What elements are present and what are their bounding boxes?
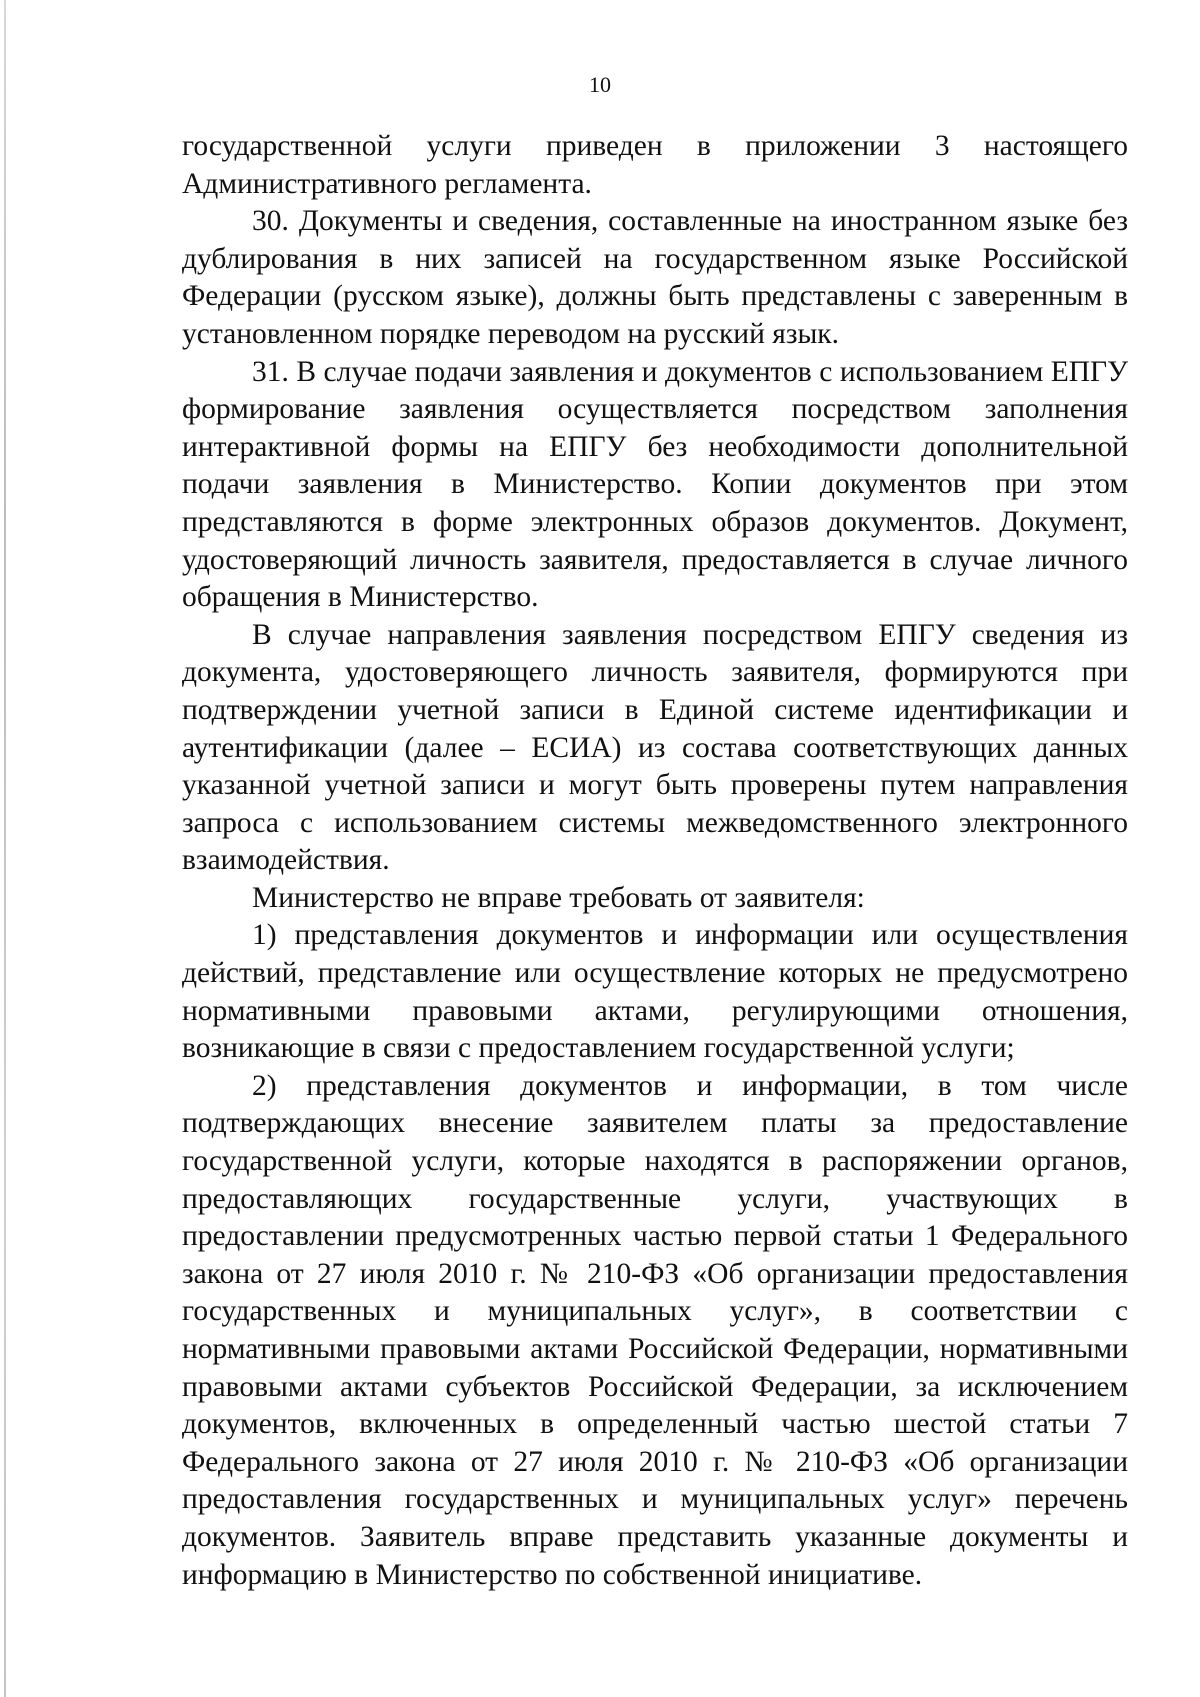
list-item-2: 2) представления документов и информации, в том числе подтверждающих внесение заявителем платы за предоставление государственной услуги, которые находятся в распоряжении органов, предоставляющих государственные услуги, участвующих в предоставлении предусмотренных частью первой статьи 1 Федерального закона от 27 июля 2010 г. № 210-ФЗ «Об организации предоставления государственных и муниципальных услуг», в соответствии с нормативными правовыми актами Российской Федерации, нормативными правовыми актами субъектов Российской Федерации, за исключением документов, включенных в определенный частью шестой статьи 7 Федерального закона от 27 июля 2010 г. № 210-ФЗ «Об организации предоставления государственных и муниципальных услуг» перечень документов. Заявитель вправе представить указанные документы и информацию в Министерство по собственной инициативе. [182,1069,1128,1591]
paragraph-item-30: 30. Документы и сведения, составленные на иностранном языке без дублирования в них записей на государственном языке Российской Федерации (русском языке), должны быть представлены с заверенным в установленном порядке переводом на русский язык. [182,205,1128,350]
page-number: 10 [589,72,611,97]
paragraph-epgu-esia: В случае направления заявления посредством ЕПГУ сведения из документа, удостоверяющего личность заявителя, формируются при подтверждении учетной записи в Единой системе идентификации и аутентификации (далее – ЕСИА) из состава соответствующих данных указанной учетной записи и могут быть проверены путем направления запроса с использованием системы межведомственного электронного взаимодействия. [182,618,1128,877]
list-item-1: 1) представления документов и информации или осуществления действий, представление или осуществление которых не предусмотрено нормативными правовыми актами, регулирующими отношения, возникающие в связи с предоставлением государственной услуги; [182,919,1128,1065]
paragraph-continuation: государственной услуги приведен в приложении 3 настоящего Административного регламента. [182,130,1128,200]
paragraph-item-31: 31. В случае подачи заявления и документов с использованием ЕПГУ формирование заявления осуществляется посредством заполнения интерактивной формы на ЕПГУ без необходимости дополнительной подачи заявления в Министерство. Копии документов при этом представляются в форме электронных образов документов. Документ, удостоверяющий личность заявителя, предоставляется в случае личного обращения в Министерство. [182,355,1128,614]
document-body [182,128,1128,1594]
paragraph-ministry-restrictions: Министерство не вправе требовать от заявителя: [252,881,865,914]
scan-edge-line [4,0,6,1697]
